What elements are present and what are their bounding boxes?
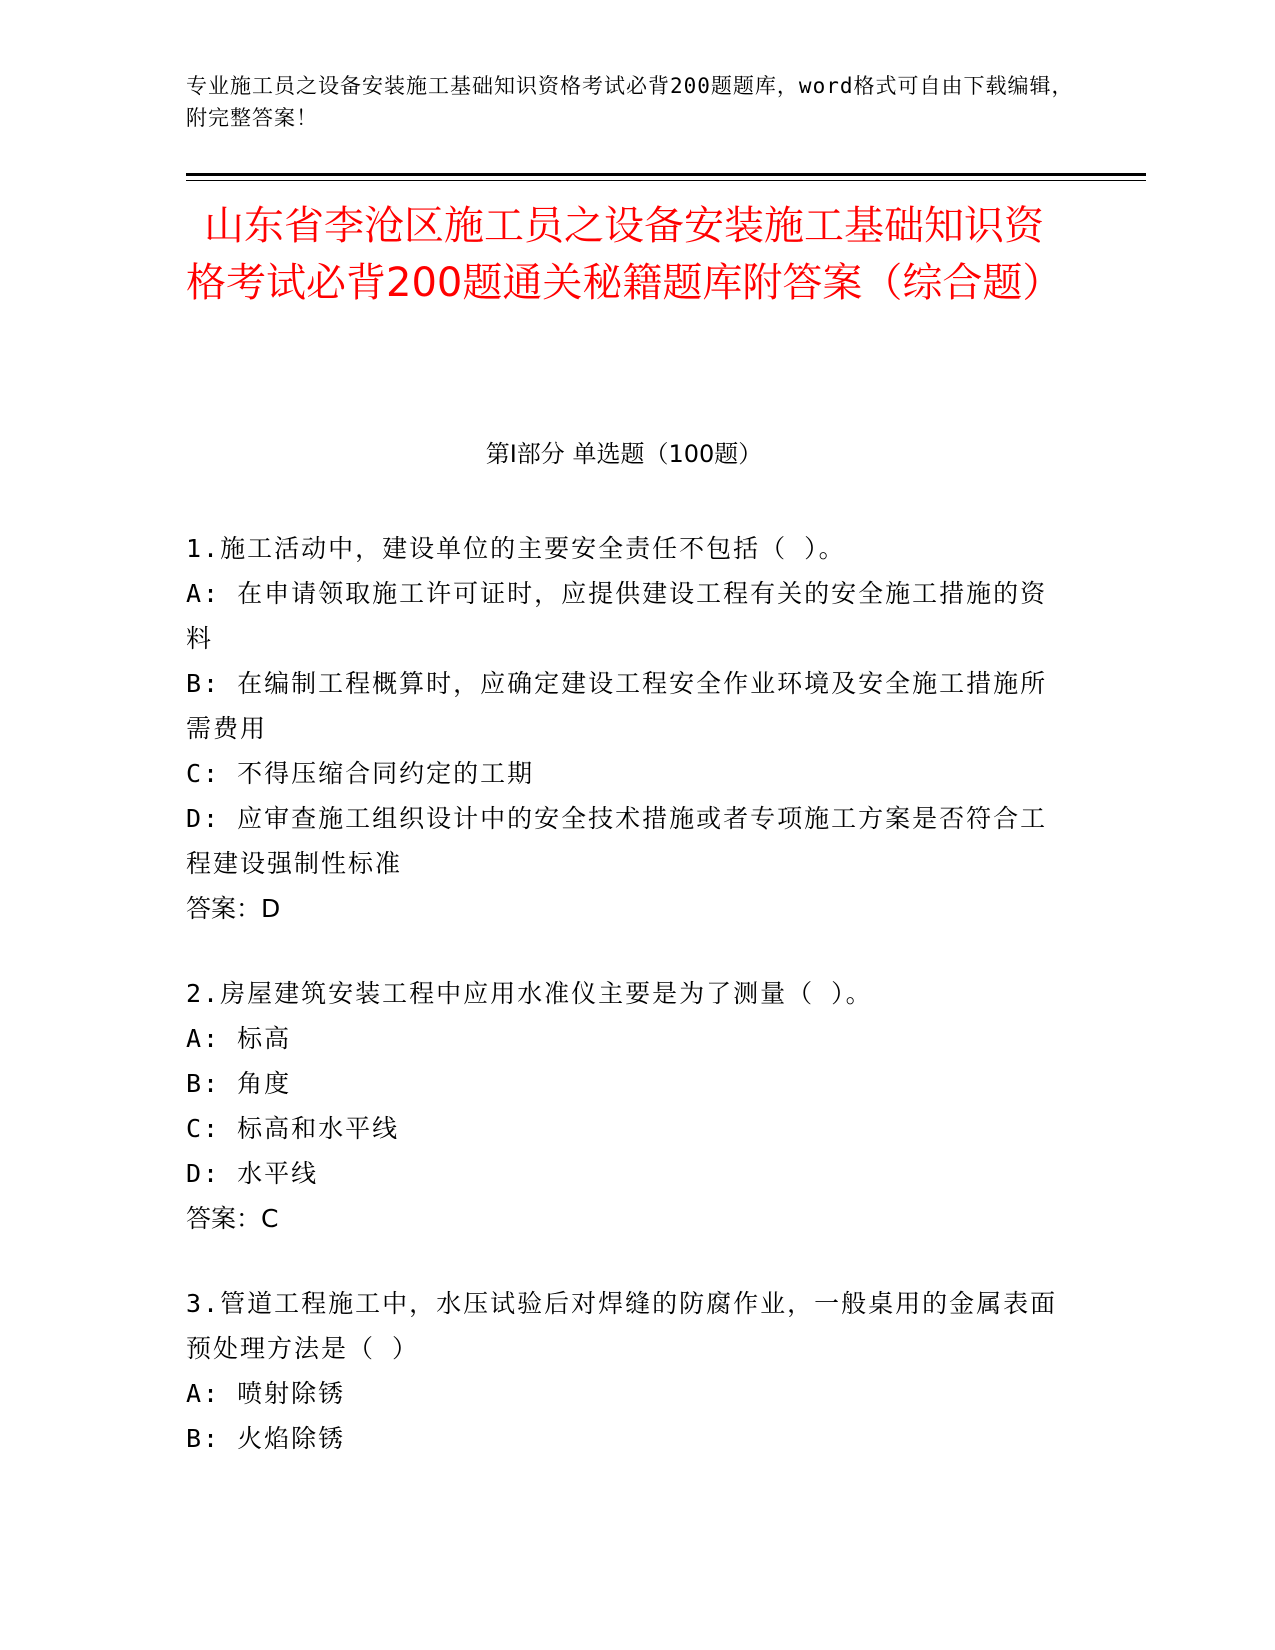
header-divider-thin (186, 180, 1146, 181)
question-list (186, 526, 1066, 1501)
option-c: C: 不得压缩合同约定的工期 (186, 759, 535, 788)
option-a: A: 喷射除锈 (186, 1379, 346, 1408)
question-2 (186, 971, 1066, 1241)
option-c: C: 标高和水平线 (186, 1114, 400, 1143)
question-stem: 2.房屋建筑安装工程中应用水准仪主要是为了测量（ ）。 (186, 979, 873, 1008)
answer: 答案：D (186, 894, 281, 923)
section-title: 第Ⅰ部分 单选题（100题） (485, 440, 763, 468)
question-1 (186, 526, 1066, 931)
option-d: D: 应审查施工组织设计中的安全技术措施或者专项施工方案是否符合工程建设强制性标准 (186, 804, 1048, 878)
option-b: B: 角度 (186, 1069, 292, 1098)
question-stem: 1.施工活动中，建设单位的主要安全责任不包括（ ）。 (186, 534, 846, 563)
header-divider-thick (186, 173, 1146, 176)
question-stem: 3.管道工程施工中，水压试验后对焊缝的防腐作业，一般桌用的金属表面预处理方法是（ ） (186, 1289, 1058, 1363)
answer: 答案：C (186, 1204, 279, 1233)
document-title: 山东省李沧区施工员之设备安装施工基础知识资格考试必背200题通关秘籍题库附答案（综合题） (186, 203, 1063, 306)
option-b: B: 火焰除锈 (186, 1424, 346, 1453)
question-3 (186, 1281, 1066, 1461)
header-note: 专业施工员之设备安装施工基础知识资格考试必背200题题库，word格式可自由下载编辑，附完整答案！ (186, 74, 1074, 130)
option-b: B: 在编制工程概算时，应确定建设工程安全作业环境及安全施工措施所需费用 (186, 669, 1048, 743)
option-d: D: 水平线 (186, 1159, 319, 1188)
option-a: A: 在申请领取施工许可证时，应提供建设工程有关的安全施工措施的资料 (186, 579, 1048, 653)
option-a: A: 标高 (186, 1024, 292, 1053)
